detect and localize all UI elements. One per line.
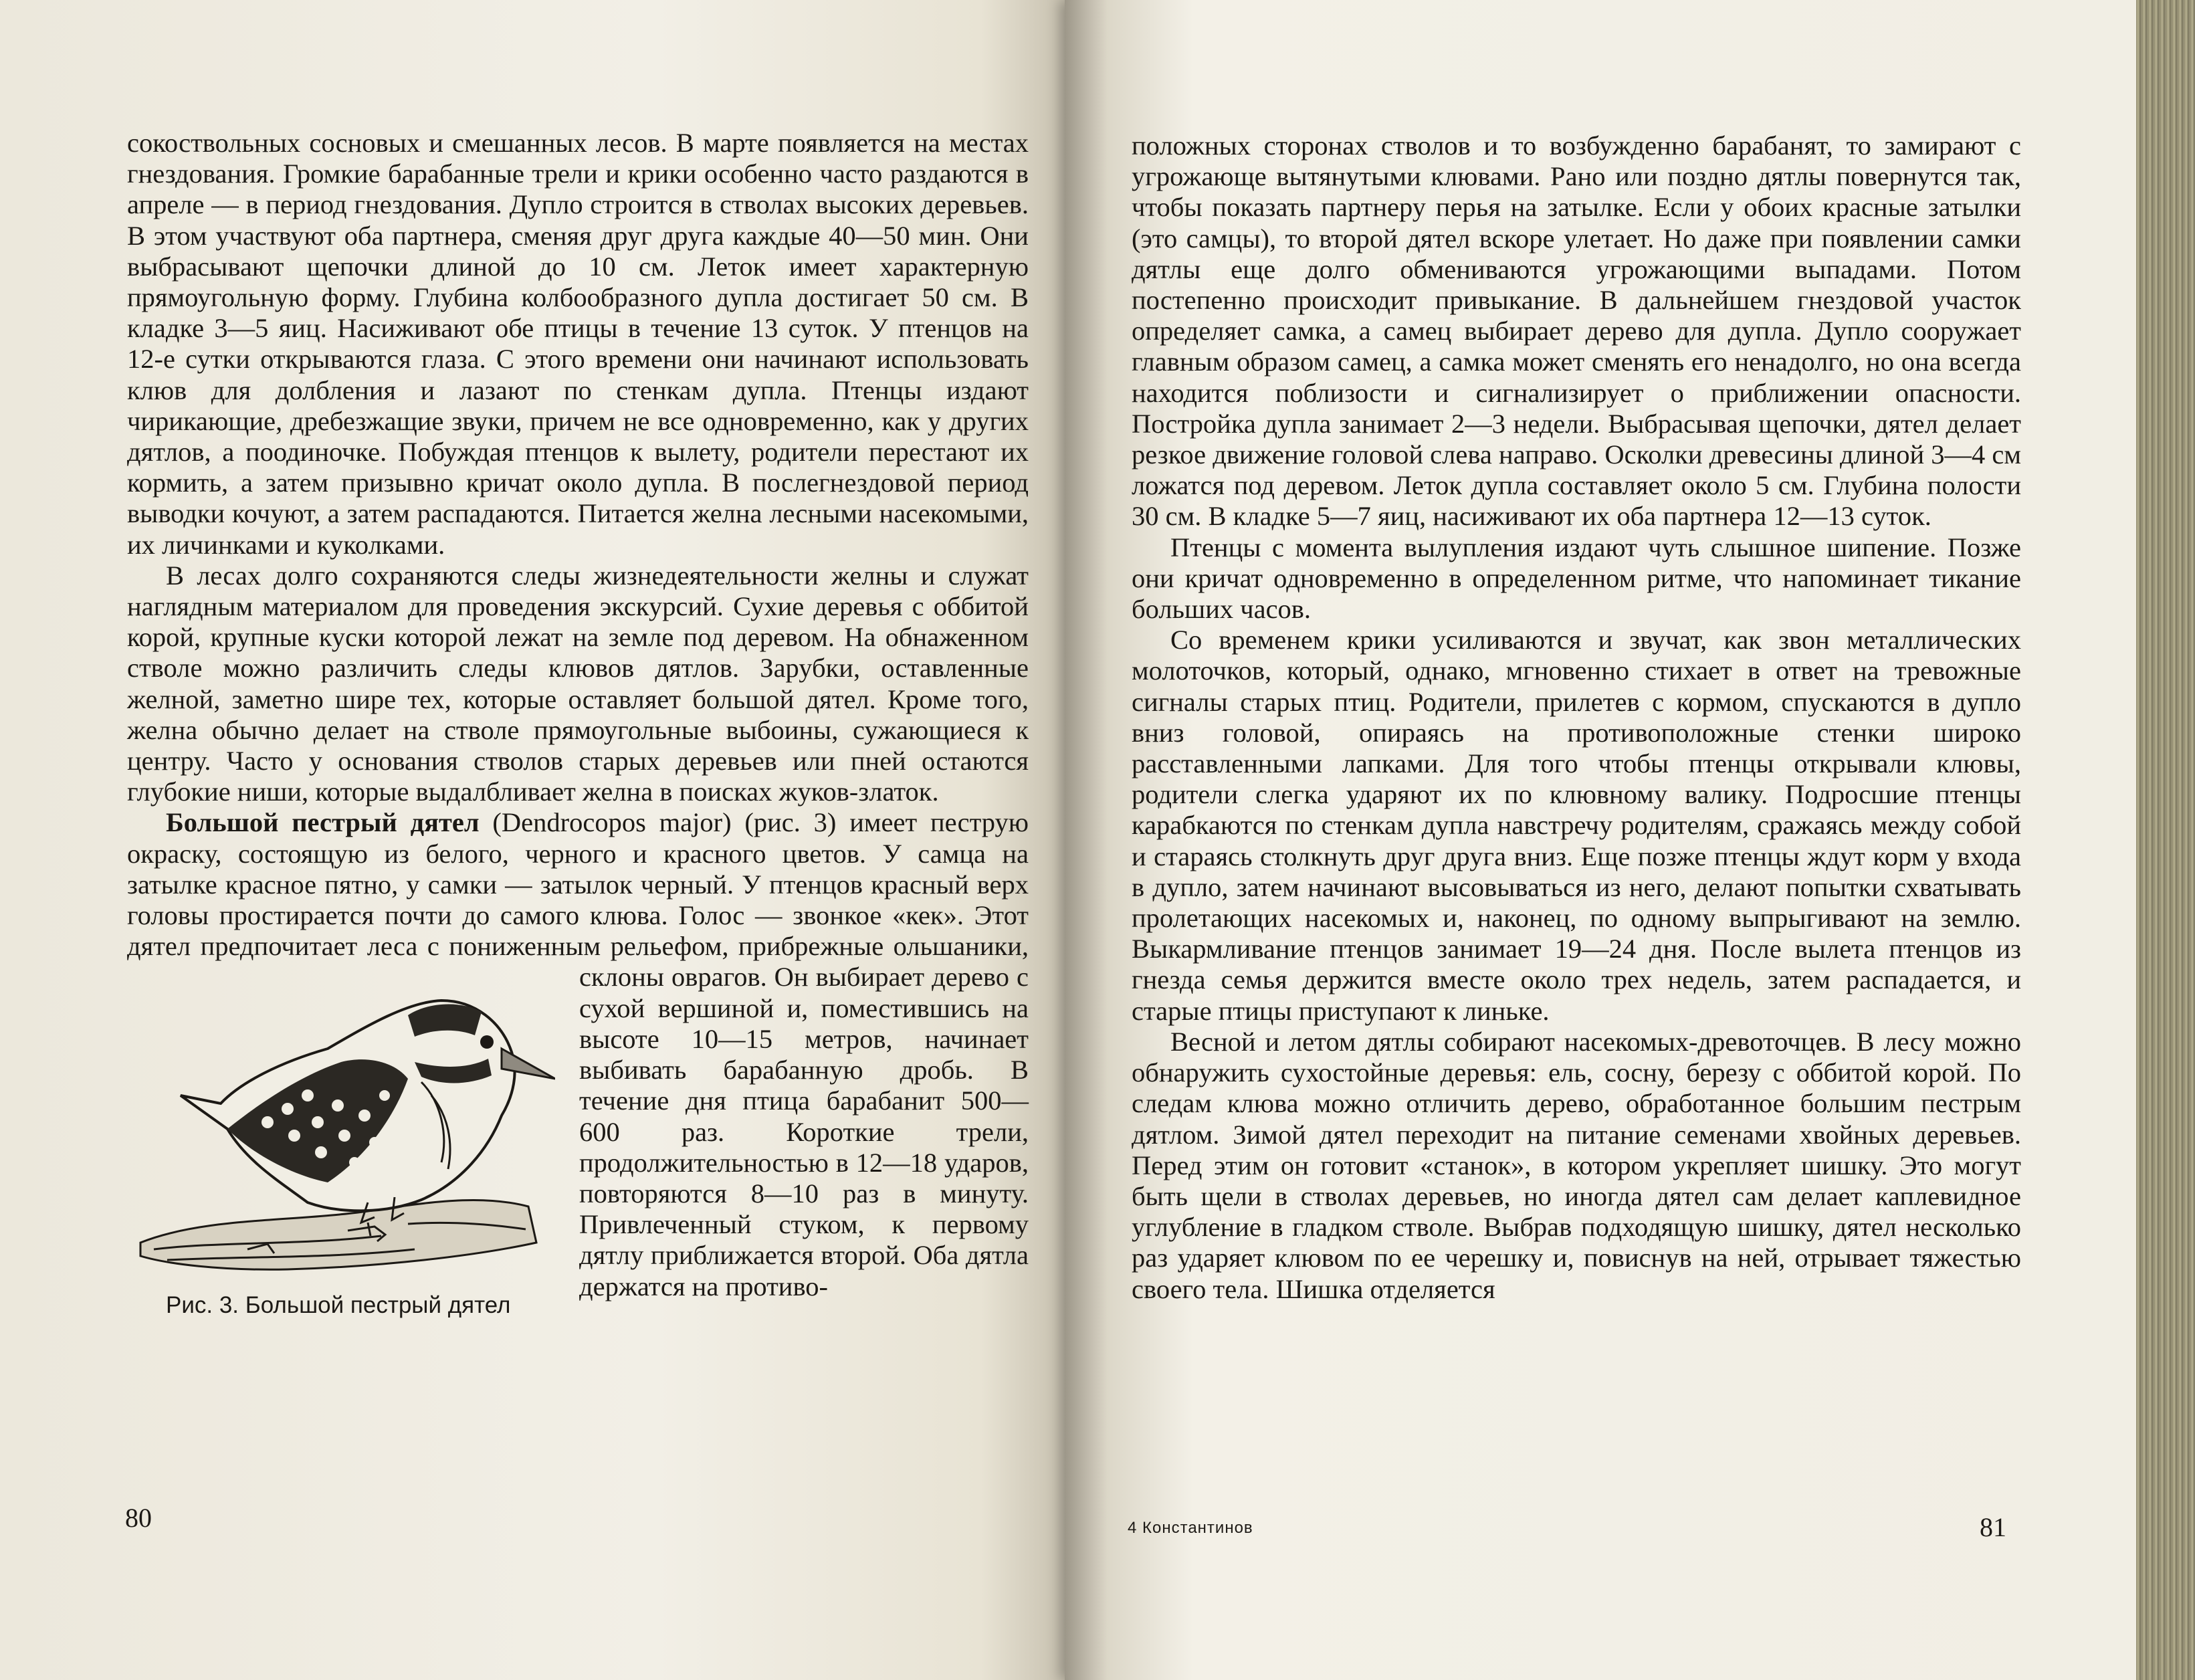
paragraph: положных сторонах стволов и то возбужденно барабанят, то замирают с угрожающе вытянутыми клювами. Рано или поздно дятлы повернутся так, чтобы показать партнеру перья на затылке. Если у обоих красные затылки (это самцы), то второй дятел вскоре улетает. Но даже при появлении самки дятлы еще долго обмениваются угрожающими выпадами. Потом постепенно происходит привыкание. В дальнейшем гнездовой участок определяет самка, а самец выбирает дерево для дупла. Дупло сооружает главным образом самец, а самка может сменять его ненадолго, но она всегда находится поблизости и сигнализирует о приближении опасности. Постройка дупла занимает 2—3 недели. Выбрасывая щепочки, дятел делает резкое движение головой слева направо. Осколки древесины длиной 3—4 см ложатся под деревом. Леток дупла составляет около 5 см. Глубина полости 30 см. В кладке 5—7 яиц, насиживают их оба партнера 12—13 суток. bbox=[1132, 130, 2021, 532]
species-text bbox=[127, 807, 1029, 1319]
right-page bbox=[1065, 0, 2136, 1680]
species-paragraph bbox=[127, 807, 1029, 1319]
woodpecker-illustration bbox=[127, 962, 555, 1296]
page-number-left: 80 bbox=[125, 1503, 152, 1533]
species-name: Большой пестрый дятел bbox=[166, 807, 480, 838]
figure-caption: Рис. 3. Большой пестрый дятел bbox=[166, 1292, 511, 1319]
paragraph: Со временем крики усиливаются и звучат, как звон металлических молоточков, который, однако, мгновенно стихает в ответ на тревожные сигналы старых птиц. Родители, прилетев с кормом, спускаются в дупло вниз головой, опираясь на противоположные стенки широко расставленными лапками. Для того чтобы птенцы открывали клювы, родители слегка ударяют их по клювному валику. Подросшие птенцы карабкаются по стенкам дупла навстречу родителям, сражаясь между собой и стараясь столкнуть друг друга вниз. Еще позже птенцы ждут корм у входа в дупло, затем начинают высовываться из него, делают попытки схватывать пролетающих насекомых и, наконец, по одному выпрыгивают на землю. Выкармливание птенцов занимает 19—24 дня. После вылета птенцов из гнезда семья держится вместе около трех недель, затем распадается, и старые птицы приступают к линьке. bbox=[1132, 625, 2021, 1026]
species-text-b: выбирает дерево с сухой вершиной и, поместившись на высоте 10—15 метров, начинает выбивать барабанную дробь. В течение дня птица барабанит 500—600 раз. Короткие трели, продолжительностью в 12—18 ударов, повторяются 8—10 раз в минуту. Привлеченный стуком, к первому дятлу приближается второй. Оба дятла держатся на противо- bbox=[579, 962, 1029, 1301]
right-page-text bbox=[1132, 130, 2021, 1305]
left-page-text bbox=[127, 128, 1029, 1319]
left-page bbox=[0, 0, 1090, 1680]
species-text-a: (Dendrocopos major) (рис. 3) имеет пеструю окраску, состоящую из белого, черного и красного цветов. У самца на затылке красное пятно, у самки — затылок черный. У птенцов красный верх головы простирается почти до самого клюва. Голос — звонкое «кек». Этот дятел предпочитает леса с пониженным рельефом, прибрежные ольшаники, склоны оврагов. Он bbox=[127, 807, 1029, 992]
paragraph: сокоствольных сосновых и смешанных лесов. В марте появляется на местах гнездования. Громкие барабанные трели и крики особенно часто раздаются в апреле — в период гнездования. Дупло строится в стволах высоких деревьев. В этом участвуют оба партнера, сменяя друг друга каждые 40—50 мин. Они выбрасывают щепочки длиной до 10 см. Леток имеет характерную прямоугольную форму. Глубина колбообразного дупла достигает 50 см. В кладке 3—5 яиц. Насиживают обе птицы в течение 13 суток. У птенцов на 12-е сутки открываются глаза. С этого времени они начинают использовать клюв для долбления и лазают по стенкам дупла. Птенцы издают чирикающие, дребезжащие звуки, причем не все одновременно, как у других дятлов, а поодиночке. Побуждая птенцов к вылету, родители перестают их кормить, а затем призывно кричат около дупла. В послегнездовой период выводки кочуют, а затем распадаются. Питается желна лесными насекомыми, их личинками и куколками. bbox=[127, 128, 1029, 560]
page-edges bbox=[2136, 0, 2195, 1680]
page-number-right: 81 bbox=[1980, 1512, 2006, 1542]
figure-woodpecker bbox=[127, 962, 568, 1319]
paragraph: Птенцы с момента вылупления издают чуть слышное шипение. Позже они кричат одновременно в определенном ритме, что напоминает тикание больших часов. bbox=[1132, 532, 2021, 625]
paragraph: В лесах долго сохраняются следы жизнедеятельности желны и служат наглядным материалом для проведения экскурсий. Сухие деревья с оббитой корой, крупные куски которой лежат на земле под деревом. На обнаженном стволе можно различить следы клювов дятлов. Зарубки, оставленные желной, заметно шире тех, которые оставляет большой дятел. Кроме того, желна обычно делает на стволе прямоугольные выбоины, сужающиеся к центру. Часто у основания стволов старых деревьев или пней остаются глубокие ниши, которые выдалбливает желна в поисках жуков-златок. bbox=[127, 560, 1029, 807]
signature-mark: 4 Константинов bbox=[1128, 1519, 1253, 1537]
paragraph: Весной и летом дятлы собирают насекомых-древоточцев. В лесу можно обнаружить сухостойные деревья: ель, сосну, березу с оббитой корой. По следам клюва можно отличить дерево, обработанное большим пестрым дятлом. Зимой дятел переходит на питание семенами хвойных деревьев. Перед этим он готовит «станок», в котором укрепляет шишку. Это могут быть щели в стволах деревьев, но иногда дятел сам делает каплевидное углубление в гладком стволе. Выбрав подходящую шишку, дятел несколько раз ударяет клювом по ее черешку и, повиснув на ней, отрывает тяжестью своего тела. Шишка отделяется bbox=[1132, 1026, 2021, 1304]
